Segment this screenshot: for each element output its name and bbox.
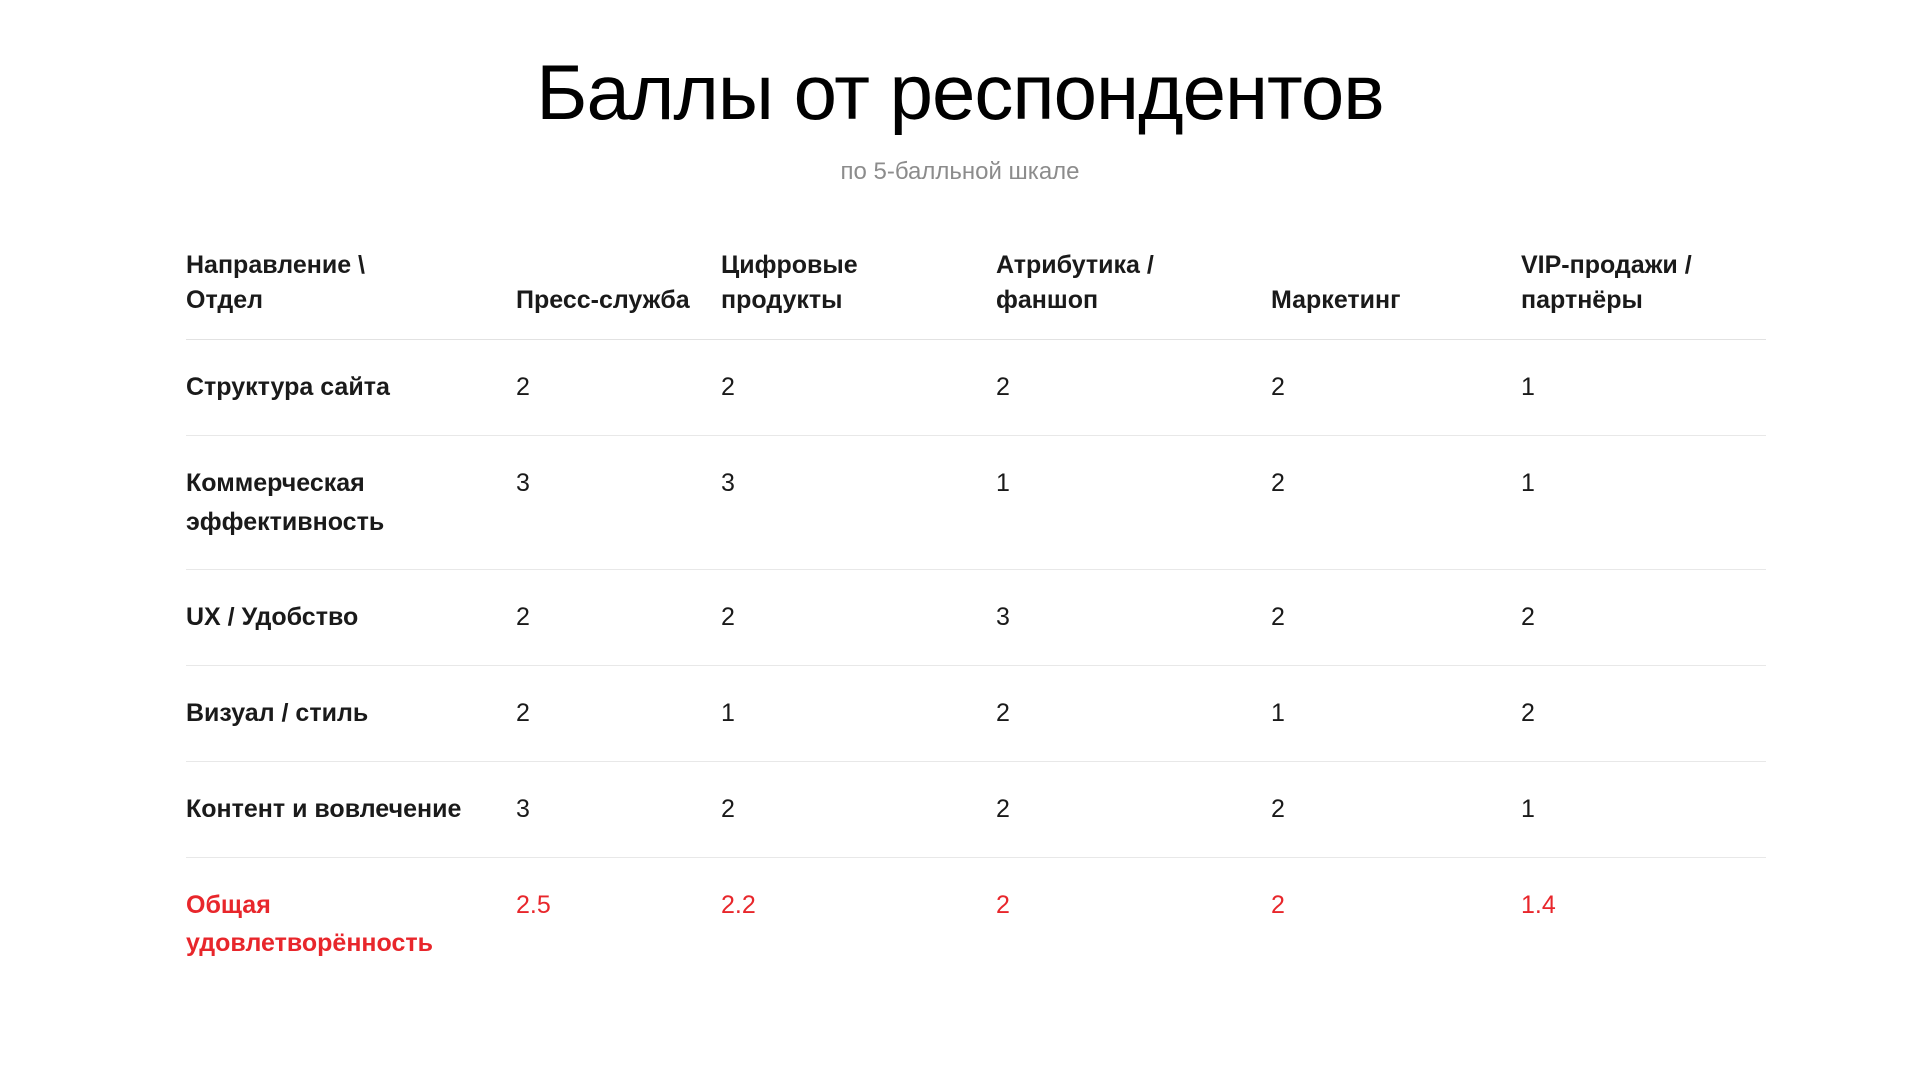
- column-header-fanshop: [996, 248, 1271, 340]
- table-body: [186, 340, 1766, 992]
- table-row: [186, 435, 1766, 570]
- cell-value: 1: [721, 666, 996, 762]
- cell-value: 1: [1521, 435, 1766, 570]
- cell-value: 2: [516, 570, 721, 666]
- cell-value: 3: [516, 435, 721, 570]
- scores-table-container: [186, 248, 1766, 991]
- scores-table: [186, 248, 1766, 991]
- cell-value: 2: [721, 340, 996, 436]
- column-header-digital: [721, 248, 996, 340]
- cell-value: 2: [1271, 435, 1521, 570]
- column-header-press-label: Пресс-служба: [516, 285, 690, 314]
- table-row-total: [186, 857, 1766, 991]
- table-row: [186, 340, 1766, 436]
- cell-value-total: 1.4: [1521, 890, 1556, 919]
- cell-value: 1: [1521, 761, 1766, 857]
- cell-value: 2: [721, 761, 996, 857]
- column-header-dimension-label: Направление \ Отдел: [186, 251, 365, 314]
- cell-value-total: 2.2: [721, 890, 756, 919]
- row-label: [186, 761, 516, 857]
- column-header-digital-label: Цифровые продукты: [721, 251, 858, 314]
- page-title: Баллы от респондентов: [536, 48, 1384, 136]
- row-label-text: Структура сайта: [186, 373, 390, 401]
- column-header-vip: [1521, 248, 1766, 340]
- row-label: [186, 340, 516, 436]
- table-header-row: [186, 248, 1766, 340]
- row-label-text: Визуал / стиль: [186, 699, 369, 727]
- column-header-dimension: [186, 248, 516, 340]
- cell-value: 2: [1521, 666, 1766, 762]
- column-header-marketing: [1271, 248, 1521, 340]
- cell-value: 1: [1271, 666, 1521, 762]
- cell-value: 1: [1521, 340, 1766, 436]
- cell-value: 2: [721, 570, 996, 666]
- row-label: [186, 570, 516, 666]
- row-label-text: Коммерческая эффективность: [186, 468, 385, 536]
- page-subtitle: по 5-балльной шкале: [840, 157, 1080, 185]
- row-label: [186, 435, 516, 570]
- table-row: [186, 761, 1766, 857]
- cell-value: 2: [996, 340, 1271, 436]
- cell-value: 1: [996, 435, 1271, 570]
- cell-value: 2: [1271, 570, 1521, 666]
- cell-value: 3: [516, 761, 721, 857]
- table-row: [186, 666, 1766, 762]
- row-label-total-text: Общая удовлетворённость: [186, 890, 433, 958]
- cell-value: 2: [516, 340, 721, 436]
- row-label-text: Контент и вовлечение: [186, 794, 462, 823]
- table-header: [186, 248, 1766, 340]
- row-label: [186, 666, 516, 762]
- cell-value: 3: [721, 435, 996, 570]
- cell-value-total: 2: [1271, 890, 1285, 919]
- cell-value: 3: [996, 570, 1271, 666]
- row-label-total: [186, 857, 516, 991]
- cell-value: 2: [1271, 761, 1521, 857]
- cell-value: 2: [1521, 570, 1766, 666]
- cell-value-total: 2.5: [516, 890, 551, 919]
- cell-value: 2: [516, 666, 721, 762]
- column-header-fanshop-label: Атрибутика / фаншоп: [996, 251, 1154, 314]
- column-header-vip-label: VIP-продажи / партнёры: [1521, 251, 1692, 314]
- cell-value-total: 2: [996, 890, 1010, 919]
- column-header-marketing-label: Маркетинг: [1271, 285, 1401, 314]
- table-row: [186, 570, 1766, 666]
- row-label-text: UX / Удобство: [186, 603, 359, 632]
- column-header-press: [516, 248, 721, 340]
- cell-value: 2: [996, 666, 1271, 762]
- cell-value: 2: [996, 761, 1271, 857]
- cell-value: 2: [1271, 340, 1521, 436]
